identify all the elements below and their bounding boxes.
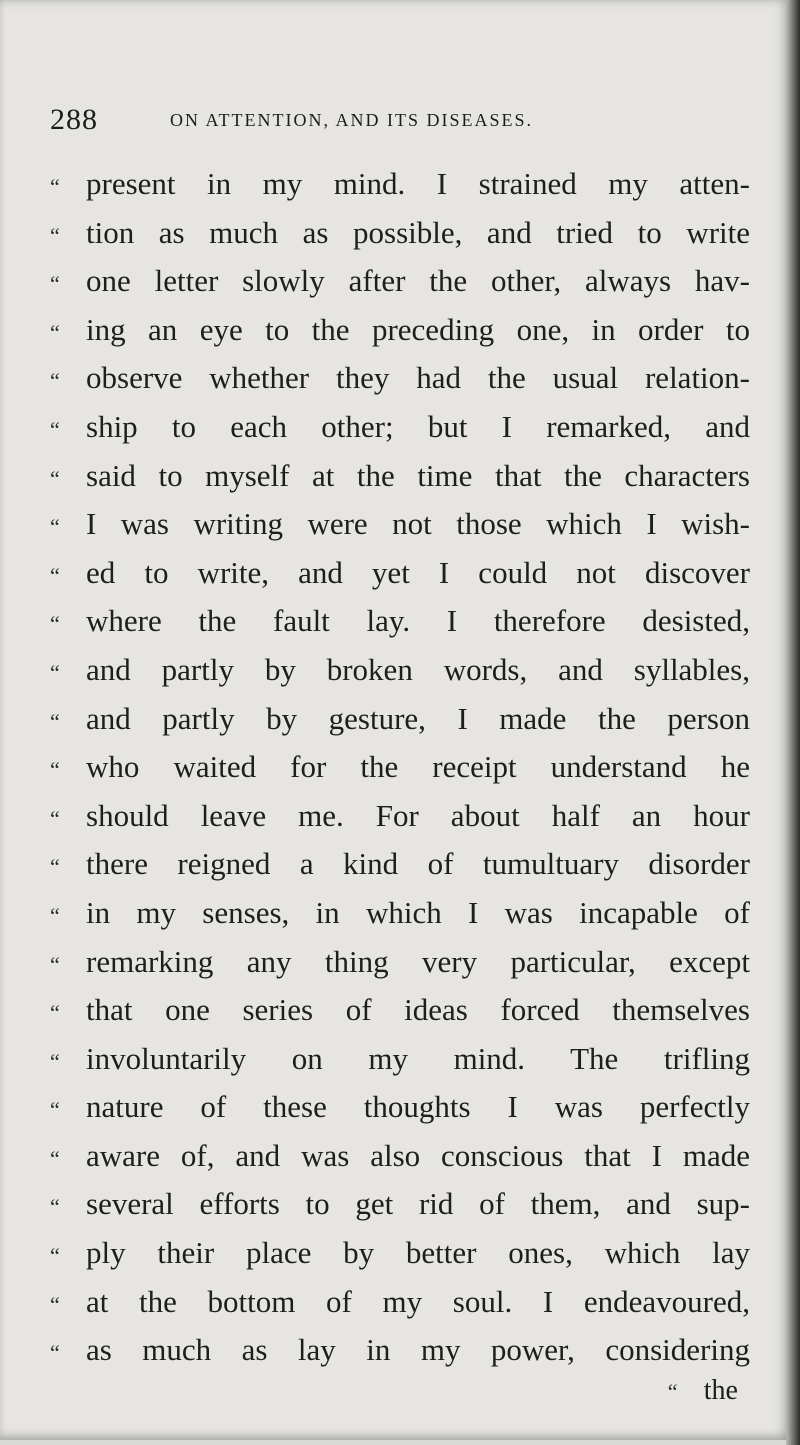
quote-mark: “ (50, 708, 60, 734)
quote-mark: “ (50, 416, 60, 442)
line-text: as much as lay in my power, considering (86, 1332, 750, 1368)
line-text: remarking any thing very particular, except (86, 943, 750, 979)
text-line (50, 1035, 750, 1084)
text-line (50, 500, 750, 549)
line-text: several efforts to get rid of them, and sup- (86, 1186, 750, 1222)
text-line (50, 160, 750, 209)
text-line (50, 452, 750, 501)
line-text: tion as much as possible, and tried to write (86, 214, 750, 250)
line-text: said to myself at the time that the characters (86, 457, 750, 493)
quote-mark: “ (50, 514, 60, 540)
quote-mark: “ (50, 757, 60, 783)
quote-mark: “ (50, 1243, 60, 1269)
quote-mark: “ (50, 854, 60, 880)
text-line (50, 597, 750, 646)
text-line (50, 354, 750, 403)
line-text: I was writing were not those which I wish- (86, 506, 750, 542)
running-title: ON ATTENTION, AND ITS DISEASES. (170, 110, 533, 130)
quote-mark: “ (50, 319, 60, 345)
quote-mark: “ (50, 222, 60, 248)
line-text: one letter slowly after the other, always hav- (86, 263, 750, 299)
line-text: involuntarily on my mind. The trifling (86, 1040, 750, 1076)
page-number: 288 (50, 103, 98, 136)
text-line (50, 1180, 750, 1229)
page-edge-shadow (786, 0, 800, 1445)
quote-mark: “ (50, 611, 60, 637)
body-text (50, 160, 750, 1375)
line-text: and partly by broken words, and syllables, (86, 651, 750, 687)
text-line (50, 549, 750, 598)
text-line (50, 1132, 750, 1181)
line-text: ed to write, and yet I could not discover (86, 554, 750, 590)
text-line (50, 743, 750, 792)
text-line (50, 1229, 750, 1278)
text-line (50, 257, 750, 306)
quote-mark: “ (50, 1000, 60, 1026)
line-text: should leave me. For about half an hour (86, 797, 750, 833)
line-text: aware of, and was also conscious that I made (86, 1137, 750, 1173)
quote-mark: “ (50, 465, 60, 491)
quote-mark: “ (50, 805, 60, 831)
quote-mark: “ (50, 1145, 60, 1171)
text-line (50, 1278, 750, 1327)
text-line (50, 938, 750, 987)
line-text: there reigned a kind of tumultuary disorder (86, 846, 750, 882)
line-text: where the fault lay. I therefore desisted, (86, 603, 750, 639)
line-text: present in my mind. I strained my atten- (86, 166, 750, 201)
quote-mark: “ (50, 368, 60, 394)
quote-mark: “ (50, 1291, 60, 1317)
quote-mark: “ (50, 1194, 60, 1220)
quote-mark: “ (50, 562, 60, 588)
text-line (50, 1326, 750, 1375)
quote-mark: “ (50, 271, 60, 297)
text-line (50, 403, 750, 452)
line-text: ship to each other; but I remarked, and (86, 408, 750, 444)
line-text: ply their place by better ones, which lay (86, 1235, 750, 1271)
quote-mark: “ (50, 174, 60, 199)
quote-mark: “ (667, 1379, 678, 1404)
line-text: who waited for the receipt understand he (86, 749, 750, 785)
quote-mark: “ (50, 1340, 60, 1366)
text-line (50, 986, 750, 1035)
text-line (50, 306, 750, 355)
text-line (50, 695, 750, 744)
catchword (668, 1375, 738, 1407)
line-text: at the bottom of my soul. I endeavoured, (86, 1283, 750, 1319)
text-line (50, 889, 750, 938)
quote-mark: “ (50, 902, 60, 928)
line-text: and partly by gesture, I made the person (86, 700, 750, 736)
line-text: in my senses, in which I was incapable of (86, 894, 750, 930)
text-line (50, 646, 750, 695)
text-line (50, 1083, 750, 1132)
line-text: ing an eye to the preceding one, in order to (86, 311, 750, 347)
page-header (50, 103, 700, 143)
line-text: that one series of ideas forced themselves (86, 992, 750, 1028)
quote-mark: “ (50, 1097, 60, 1123)
line-text: nature of these thoughts I was perfectly (86, 1089, 750, 1125)
quote-mark: “ (50, 1048, 60, 1074)
line-text: observe whether they had the usual relation- (86, 360, 750, 396)
text-line (50, 209, 750, 258)
text-line (50, 840, 750, 889)
quote-mark: “ (50, 951, 60, 977)
text-line (50, 792, 750, 841)
quote-mark: “ (50, 659, 60, 685)
catchword-text: the (703, 1375, 738, 1406)
